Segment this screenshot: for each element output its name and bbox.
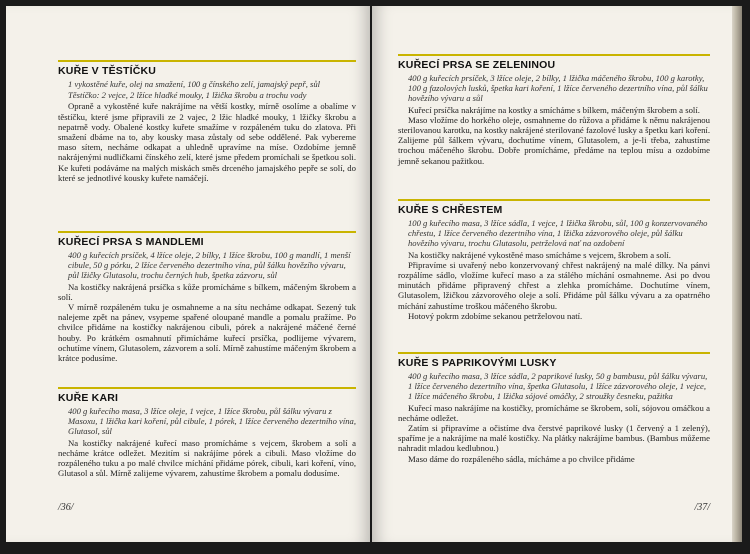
paragraph: Opraně a vykostěné kuře nakrájíme na větší kostky, mírně osolíme a obalíme v těstíčku, které jsme připravili ze 2 vajec, 2 lžic hladké mouky, 1 lžičky škrobu a nepatrně vody. Obalené kostky kuřete smažíme v rozpáleném tuku do zlatova. Při smažení dbáme na to, aby kousky masa zůstaly od sebe oddělené. Pak vybereme maso sítem, necháme odkapat a uhledně upravíme na míse. Ozdobíme jemně nakrájenými nudličkami čínského zelí, které jsme předem promíchali se špetkou soli. Ke kuřeti podáváme na malých miskách směs drceného jamajského pepře se solí, do které se jednotlivé kousky kuřete namáčejí. (58, 101, 356, 183)
page-number: /36/ (58, 502, 74, 513)
recipe-title: KUŘE V TĚSTÍČKU (58, 60, 356, 77)
recipe-section (6, 387, 370, 478)
paragraph: Na kostičky nakrájené kuřecí maso promícháme s vejcem, škrobem a solí a necháme krátce odležet. Mezitím si nakrájíme pórek a cibuli. Maso vložíme do rozpáleného tuku a po malé chvilce míchání přidáme pórek, cibuli, kari koření, víno, Glutasol a sůl. Mírně zalijeme vývarem, zahustíme škrobem a pomalu dodusíme. (58, 437, 356, 479)
page-edge (732, 6, 742, 542)
paragraph: Připravíme si uvařený nebo konzervovaný chřest nakrájený na malé dílky. Na pánvi rozpálíme sádlo, vložíme kuřecí maso a za stálého míchání osmahneme. Asi po dvou minutách přidáme připravený chřest a zlehka promícháme. Dochutíme vínem, Glutasolem, lžičkou zázvorového oleje a solí. Přidáme půl šálku vývaru a za opatrného míchání zahustíme troškou máčeného škrobu. (398, 259, 710, 311)
recipe-section (6, 231, 370, 363)
recipe-section (372, 199, 732, 321)
recipe-text (398, 403, 710, 464)
page-number: /37/ (694, 502, 710, 513)
recipe-text (58, 438, 356, 479)
recipe-section (372, 54, 732, 166)
right-page (372, 6, 732, 542)
paragraph: Maso vložíme do horkého oleje, osmahneme do růžova a přidáme k němu nakrájenou sterilovanou karotku, na kostky nakrájené sterilované fazolové lusky a špetku kari koření. Zalijeme půl šálkem vývaru, dochutíme vínem, Glutasolem, a je-li třeba, zahustíme trochou máčeného škrobu. Dobře promícháme, předáme na teplou mísu a ozdobíme jemně sekanou pažitkou. (398, 114, 710, 166)
recipe-title: KUŘECÍ PRSA SE ZELENINOU (398, 54, 710, 71)
recipe-text (58, 282, 356, 364)
paragraph: V mírně rozpáleném tuku je osmahneme a na sítu necháme odkapat. Sezený tuk nalejeme zpět na pánev, vsypeme spařené oloupané mandle a pomalu pražíme. Po chvilce přidáme na kostičky nakrájenou cibuli, pórek a nakrájené máčené černé houby. Po krátkém osmahnutí přimícháme kuřecí prsíčka, podlijeme vývarem, ochutíme vínem, Glutasolem, zázvorem a solí. Mírně zahustíme máčeným škrobem a krátce podusíme. (58, 302, 356, 364)
recipe-title: KUŘECÍ PRSA S MANDLEMI (58, 231, 356, 248)
paragraph: Na kostičky nakrájené vykostěné maso smícháme s vejcem, škrobem a solí. (408, 249, 671, 260)
ingredient-line: 100 g kuřecího masa, 3 lžíce sádla, 1 vejce, 1 lžička škrobu, sůl, 100 g konzervovaného chřestu, 1 lžíce červeného dezertního vína, 1 lžička zázvorového oleje, půl šálku hovězího vývaru, trochu Glutasolu, petrželová nať na ozdobení (408, 218, 708, 249)
ingredient-line: 400 g kuřecích prsíček, 3 lžíce oleje, 2 bílky, 1 lžička máčeného škrobu, 100 g karotky, 100 g fazolových lusků, špetka kari koření, 1 lžíce červeného dezertního vína, půl šálku hovězího vývaru a sůl (408, 73, 708, 104)
recipe-title: KUŘE KARI (58, 387, 356, 404)
recipe-text (58, 101, 356, 183)
paragraph: Na kostičky nakrájená prsíčka s kůže promícháme s bílkem, máčeným škrobem a solí. (58, 281, 356, 302)
ingredient-line: Těstíčko: 2 vejce, 2 lžíce hladké mouky, 1 lžička škrobu a trochu vody (68, 90, 307, 101)
paragraph: Maso dáme do rozpáleného sádla, mícháme a po chvilce přidáme (408, 453, 635, 464)
ingredient-line: 1 vykostěné kuře, olej na smažení, 100 g čínského zelí, jamajský pepř, sůl (68, 79, 321, 89)
paragraph: Hotový pokrm zdobíme sekanou petrželovou natí. (408, 310, 583, 321)
recipe-title: KUŘE S PAPRIKOVÝMI LUSKY (398, 352, 710, 369)
recipe-section (6, 60, 370, 183)
recipe-title: KUŘE S CHŘESTEM (398, 199, 710, 216)
recipe-text (398, 250, 710, 321)
paragraph: Kuřecí maso nakrájíme na kostičky, promícháme se škrobem, solí, sójovou omáčkou a necháme odležet. (398, 402, 710, 423)
paragraph: Kuřecí prsíčka nakrájíme na kostky a smícháme s bílkem, máčeným škrobem a solí. (408, 104, 700, 115)
ingredient-line: 400 g kuřecích prsíček, 4 lžíce oleje, 2 bílky, 1 lžíce škrobu, 100 g mandlí, 1 menší cibule, 50 g pórku, 2 lžíce červeného dezertního vína, půl šálku hovězího vývaru, půl lžičky Glutasolu, trochu černých hub, špetka zázvoru, sůl (68, 250, 351, 281)
left-page (6, 6, 370, 542)
paragraph: Zatím si připravíme a očistíme dva čerstvé paprikové lusky (1 červený a 1 zelený), spaříme je a nakrájíme na malé kostičky. Na plátky nakrájíme bambus. (Bambus můžeme nahradit mladou kedlubnou.) (398, 423, 710, 454)
recipe-section (372, 352, 732, 464)
recipe-text (398, 105, 710, 166)
ingredient-line: 400 g kuřecího masa, 3 lžíce sádla, 2 paprikové lusky, 50 g bambusu, půl šálku vývaru, 1 lžíce červeného dezertního vína, špetka Glutasolu, 1 lžíce zázvorového oleje, 1 vejce, 1 lžíce máčeného škrobu, 1 lžička sójové omáčky, 2 stroužky česneku, pažitka (408, 371, 708, 402)
ingredient-line: 400 g kuřecího masa, 3 lžíce oleje, 1 vejce, 1 lžíce škrobu, půl šálku vývaru z Masoxu, 1 lžička kari koření, půl cibule, 1 pórek, 1 lžíce červeného dezertního vína, Glutasol, sůl (68, 406, 356, 437)
